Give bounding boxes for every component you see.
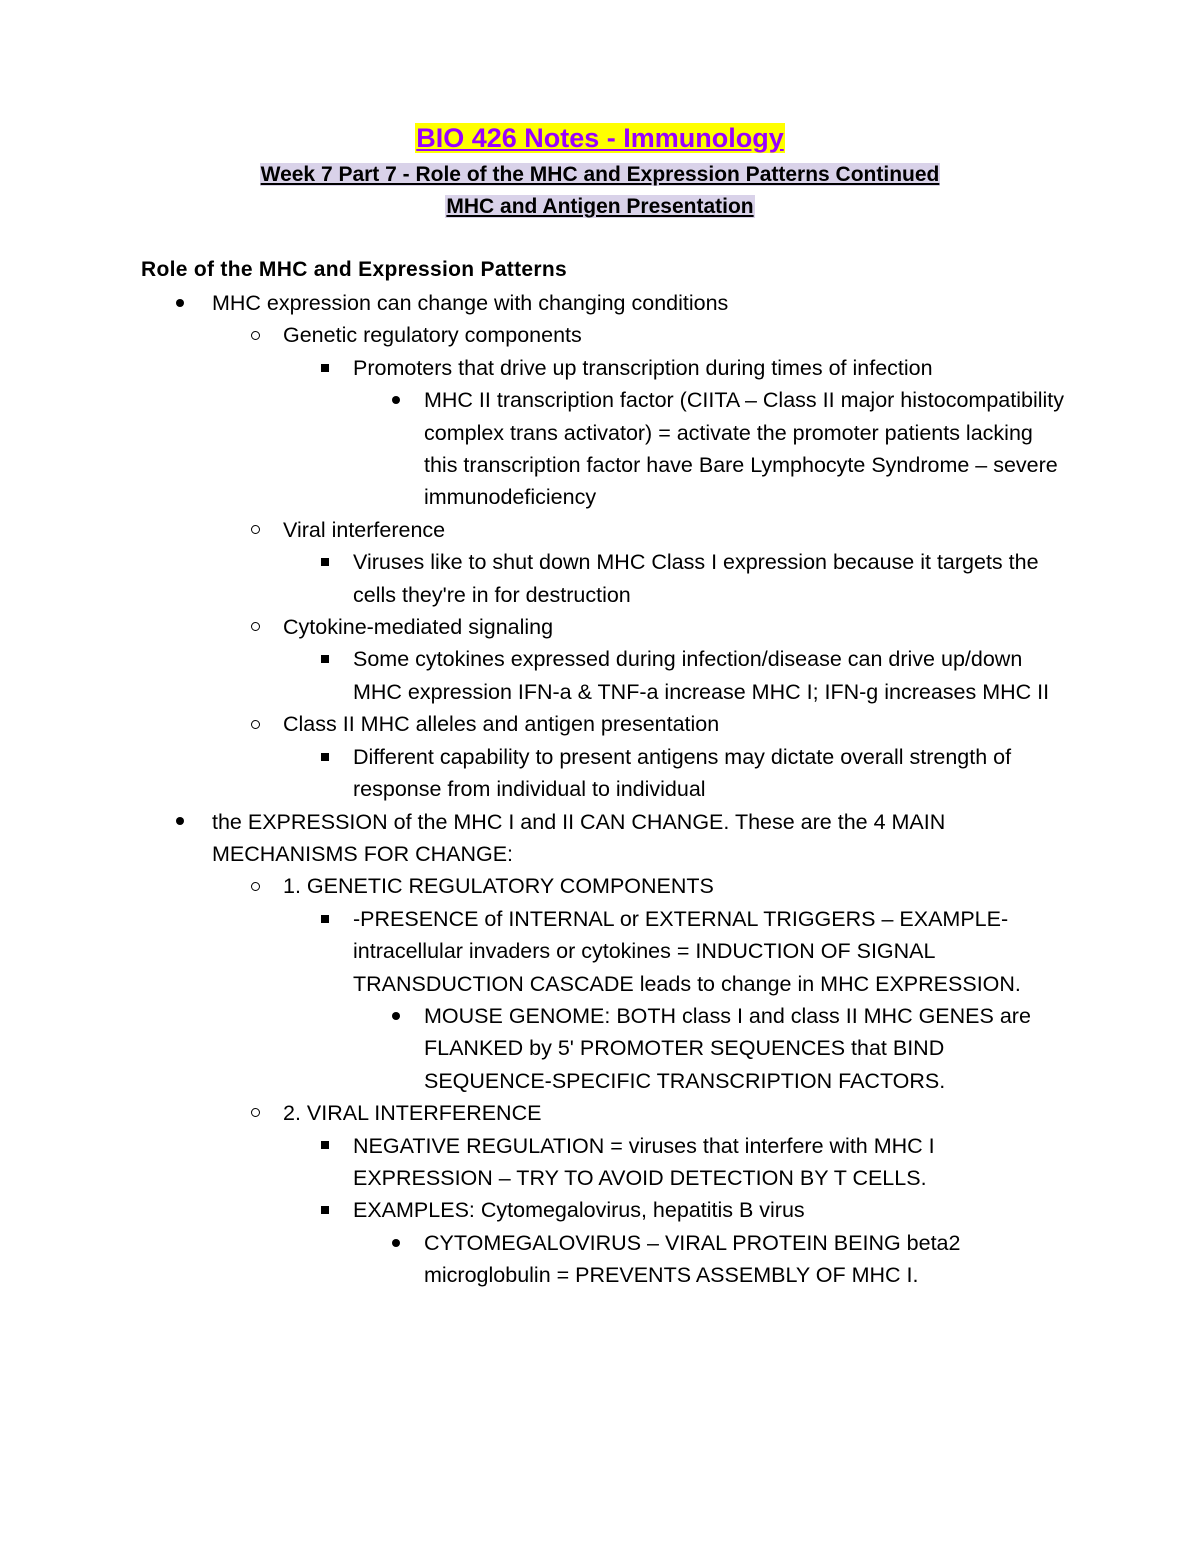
list-item: Viruses like to shut down MHC Class I expression because it targets the cells they're in for destruction [0, 546, 1200, 611]
square-bullet-icon [315, 643, 335, 675]
filled-bullet-icon [386, 1227, 406, 1259]
filled-bullet-icon [386, 1000, 406, 1032]
list-item: the EXPRESSION of the MHC I and II CAN CHANGE. These are the 4 MAIN MECHANISMS FOR CHANGE: [0, 806, 1200, 871]
list-item: Promoters that drive up transcription during times of infection [0, 352, 1200, 384]
square-bullet-icon [315, 352, 335, 384]
list-item: MHC II transcription factor (CIITA – Class II major histocompatibility complex trans activator) = activate the promoter patients lacking this transcription factor have Bare Lymphocyte Syndrome – severe immunodeficiency [0, 384, 1200, 514]
list-item: 1. GENETIC REGULATORY COMPONENTS [0, 870, 1200, 902]
hollow-bullet-icon [245, 870, 265, 902]
list-item: Different capability to present antigens may dictate overall strength of response from individual to individual [0, 741, 1200, 806]
hollow-bullet-icon [245, 611, 265, 643]
list-item: CYTOMEGALOVIRUS – VIRAL PROTEIN BEING beta2 microglobulin = PREVENTS ASSEMBLY OF MHC I. [0, 1227, 1200, 1292]
list-item: Viral interference [0, 514, 1200, 546]
document-subtitle-topic: MHC and Antigen Presentation [446, 195, 754, 218]
list-item: MHC expression can change with changing conditions [0, 287, 1200, 319]
square-bullet-icon [315, 741, 335, 773]
list-item: Cytokine-mediated signaling [0, 611, 1200, 643]
square-bullet-icon [315, 1130, 335, 1162]
square-bullet-icon [315, 546, 335, 578]
list-item: Class II MHC alleles and antigen presentation [0, 708, 1200, 740]
hollow-bullet-icon [245, 319, 265, 351]
filled-bullet-icon [170, 287, 190, 319]
list-item: -PRESENCE of INTERNAL or EXTERNAL TRIGGERS – EXAMPLE- intracellular invaders or cytokines = INDUCTION OF SIGNAL TRANSDUCTION CASCADE leads to change in MHC EXPRESSION. [0, 903, 1200, 1000]
filled-bullet-icon [170, 806, 190, 838]
list-item: 2. VIRAL INTERFERENCE [0, 1097, 1200, 1129]
hollow-bullet-icon [245, 1097, 265, 1129]
list-item: Genetic regulatory components [0, 319, 1200, 351]
square-bullet-icon [315, 903, 335, 935]
hollow-bullet-icon [245, 514, 265, 546]
filled-bullet-icon [386, 384, 406, 416]
hollow-bullet-icon [245, 708, 265, 740]
notes-list [0, 287, 1200, 1292]
document-title: BIO 426 Notes - Immunology [416, 123, 784, 153]
list-item: MOUSE GENOME: BOTH class I and class II MHC GENES are FLANKED by 5' PROMOTER SEQUENCES that BIND SEQUENCE-SPECIFIC TRANSCRIPTION FACTORS. [0, 1000, 1200, 1097]
square-bullet-icon [315, 1194, 335, 1226]
list-item: Some cytokines expressed during infection/disease can drive up/down MHC expression IFN-a & TNF-a increase MHC I; IFN-g increases MHC II [0, 643, 1200, 708]
list-item: NEGATIVE REGULATION = viruses that interfere with MHC I EXPRESSION – TRY TO AVOID DETECTION BY T CELLS. [0, 1130, 1200, 1195]
document-subtitle-week: Week 7 Part 7 - Role of the MHC and Expression Patterns Continued [260, 163, 940, 186]
list-item: EXAMPLES: Cytomegalovirus, hepatitis B virus [0, 1194, 1200, 1226]
section-heading: Role of the MHC and Expression Patterns [141, 258, 567, 281]
